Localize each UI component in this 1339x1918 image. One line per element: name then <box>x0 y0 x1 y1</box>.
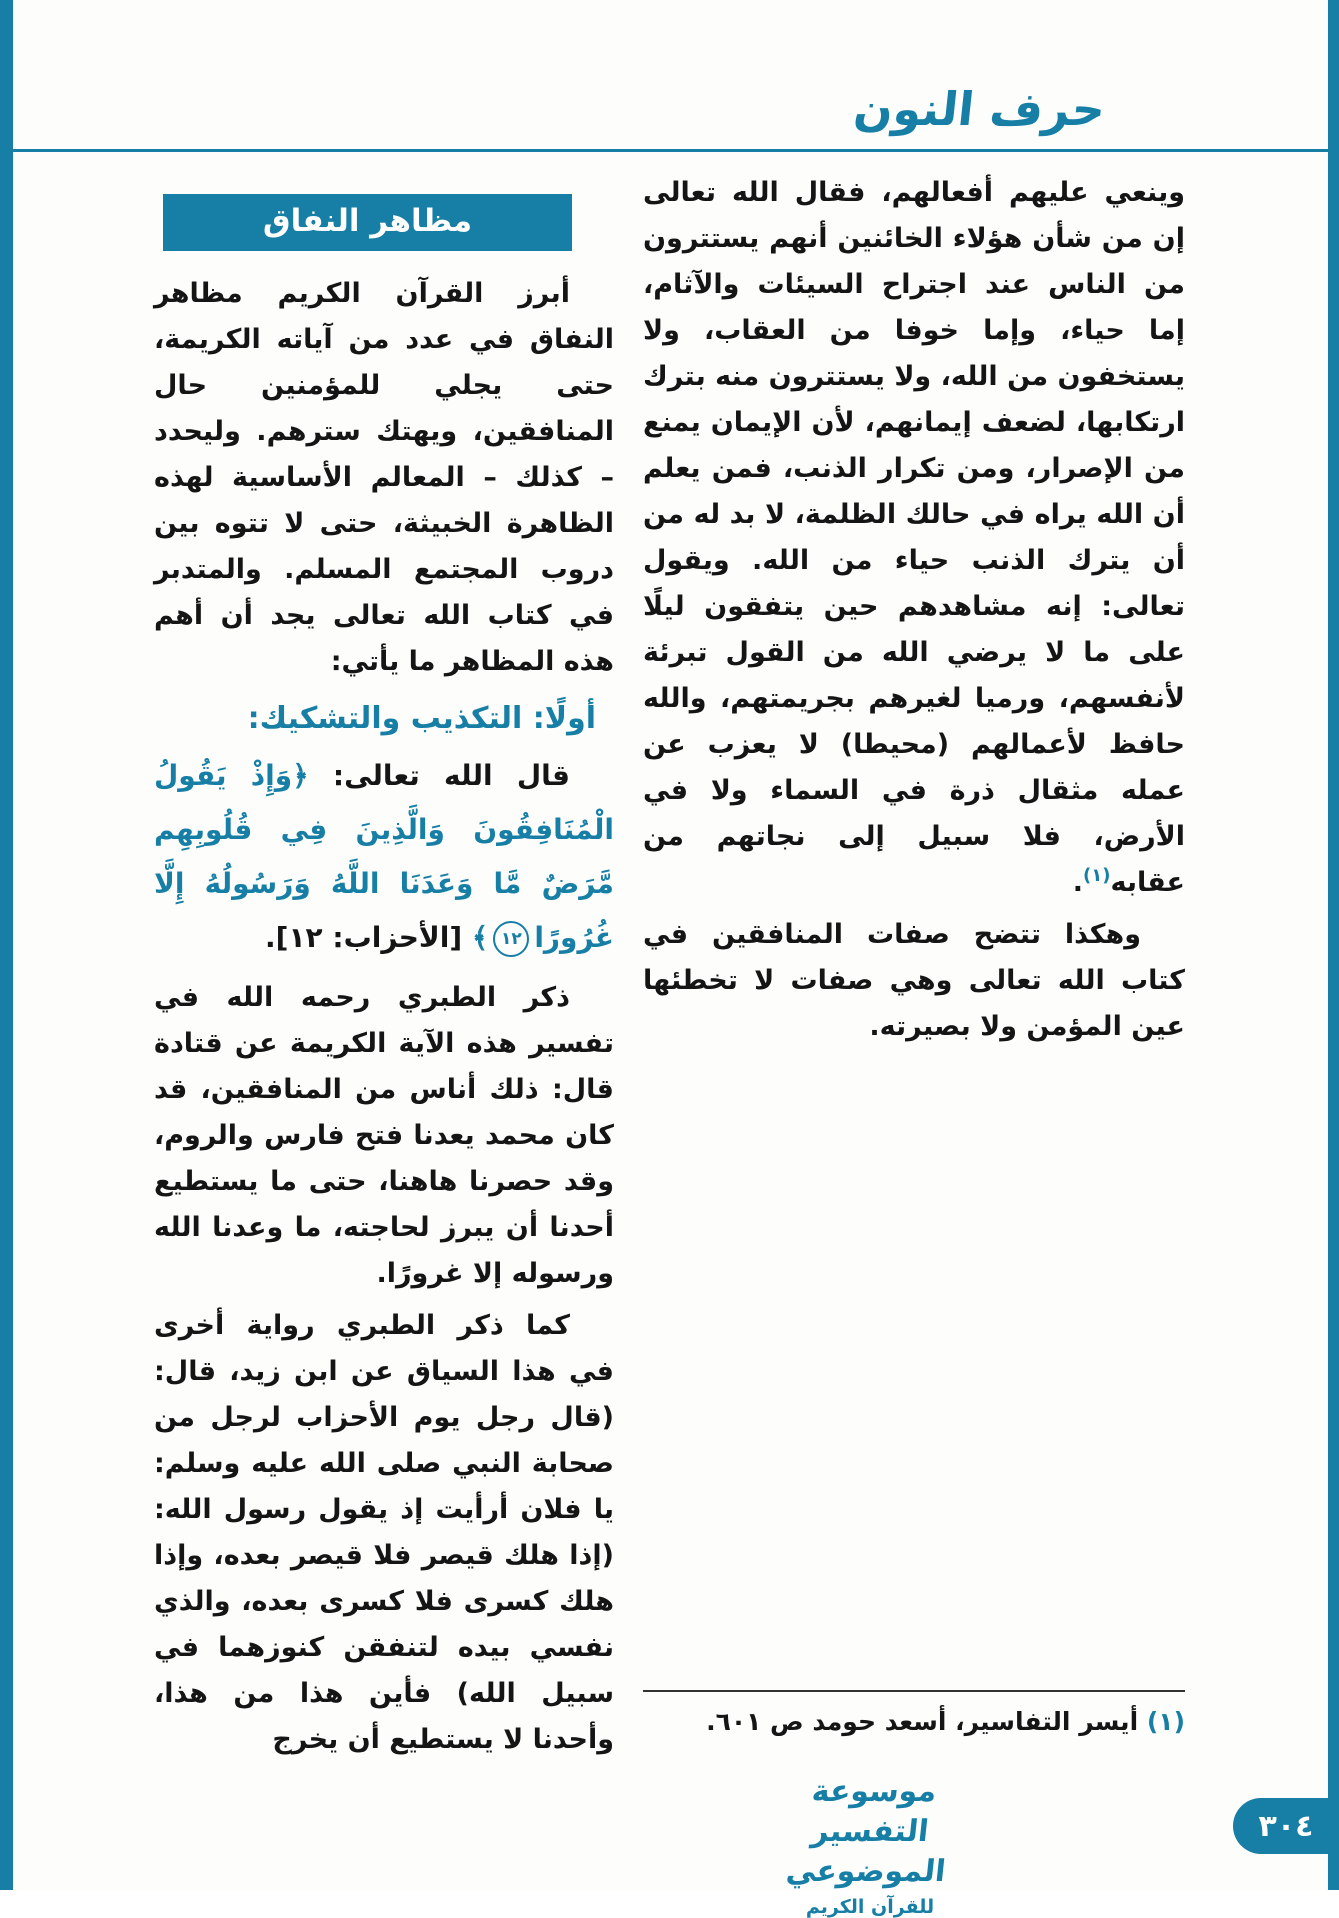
paragraph-text: . <box>1072 867 1083 898</box>
publisher-emblem <box>750 1772 990 1918</box>
quran-verse-paragraph <box>154 749 614 965</box>
footnote-area <box>643 1690 1185 1742</box>
body-paragraph <box>643 170 1185 906</box>
verse-text: وَإِذْ يَقُولُ الْمُنَافِقُونَ وَالَّذِينَ فِي قُلُوبِهِم مَّرَضٌ مَّا وَعَدَنَا اللَّهُ وَرَسُولُهُ إِلَّا غُرُورًا <box>154 759 614 954</box>
verse-intro: قال الله تعالى: <box>332 759 571 792</box>
section-title-box: مظاهر النفاق <box>163 194 572 251</box>
footnote-number: (١) <box>1146 1707 1185 1736</box>
page-number: ٣٠٤ <box>1233 1798 1339 1854</box>
ayah-number-badge: ١٢ <box>493 921 529 957</box>
verse-citation: [الأحزاب: ١٢]. <box>265 921 463 954</box>
verse-open-ornament: ﴿ <box>292 759 309 792</box>
subheading: أولًا: التكذيب والتشكيك: <box>247 701 596 736</box>
body-paragraph: أبرز القرآن الكريم مظاهر النفاق في عدد من آياته الكريمة، حتى يجلي للمؤمنين حال المنافقين، ويهتك سترهم. وليحدد – كذلك – المعالم الأساسية لهذه الظاهرة الخبيثة، حتى لا تتوه بين دروب المجتمع المسلم. والمتدبر في كتاب الله تعالى يجد أن أهم هذه المظاهر ما يأتي: <box>154 278 614 677</box>
footnote-separator <box>643 1690 1185 1692</box>
footnote-text <box>643 1702 1185 1742</box>
chapter-heading: حرف النون <box>851 82 1108 136</box>
right-column <box>643 170 1185 1056</box>
left-edge-bar <box>0 0 13 1890</box>
footnote-marker: (١) <box>1083 865 1111 886</box>
body-paragraph: ذكر الطبري رحمه الله في تفسير هذه الآية الكريمة عن قتادة قال: ذلك أناس من المنافقين، قد كان محمد يعدنا فتح فارس والروم، وقد حصرنا هاهنا، حتى ما يستطيع أحدنا أن يبرز لحاجته، ما وعدنا الله ورسوله إلا غرورًا. <box>154 982 614 1289</box>
emblem-title: موسوعة التفسير الموضوعي <box>784 1774 948 1889</box>
left-column <box>154 194 614 1769</box>
body-paragraph: كما ذكر الطبري رواية أخرى في هذا السياق عن ابن زيد، قال: (قال رجل يوم الأحزاب لرجل من صحابة النبي صلى الله عليه وسلم: يا فلان أرأيت إذ يقول رسول الله: (إذا هلك قيصر فلا قيصر بعده، وإذا هلك كسرى فلا كسرى بعده، والذي نفسي بيده لتنفقن كنوزهما في سبيل الله) فأين هذا من هذا، وأحدنا لا يستطيع أن يخرج <box>154 1310 614 1755</box>
footnote-body: أيسر التفاسير، أسعد حومد ص ٦٠١. <box>706 1707 1139 1736</box>
header-rule <box>11 149 1328 152</box>
body-paragraph: وهكذا تتضح صفات المنافقين في كتاب الله تعالى وهي صفات لا تخطئها عين المؤمن ولا بصيرته. <box>643 919 1185 1042</box>
paragraph-text: وينعي عليهم أفعالهم، فقال الله تعالى إن من شأن هؤلاء الخائنين أنهم يستترون من الناس عند اجتراح السيئات والآثام، إما حياء، وإما خوفا من العقاب، ولا يستخفون من الله، ولا يستترون منه بترك ارتكابها، لضعف إيمانهم، لأن الإيمان يمنع من الإصرار، ومن تكرار الذنب، فمن يعلم أن الله يراه في حالك الظلمة، لا بد له من أن يترك الذنب حياء من الله. ويقول تعالى: إنه مشاهدهم حين يتفقون ليلًا على ما لا يرضي الله من القول تبرئة لأنفسهم، ورميا لغيرهم بجريمتهم، والله حافظ لأعمالهم (محيطا) لا يعزب عن عمله مثقال ذرة في السماء ولا في الأرض، فلا سبيل إلى نجاتهم من عقابه <box>643 177 1185 898</box>
right-edge-bar <box>1328 0 1339 1890</box>
verse-close-ornament: ﴾ <box>471 921 489 954</box>
emblem-subtitle: للقرآن الكريم <box>805 1896 935 1918</box>
